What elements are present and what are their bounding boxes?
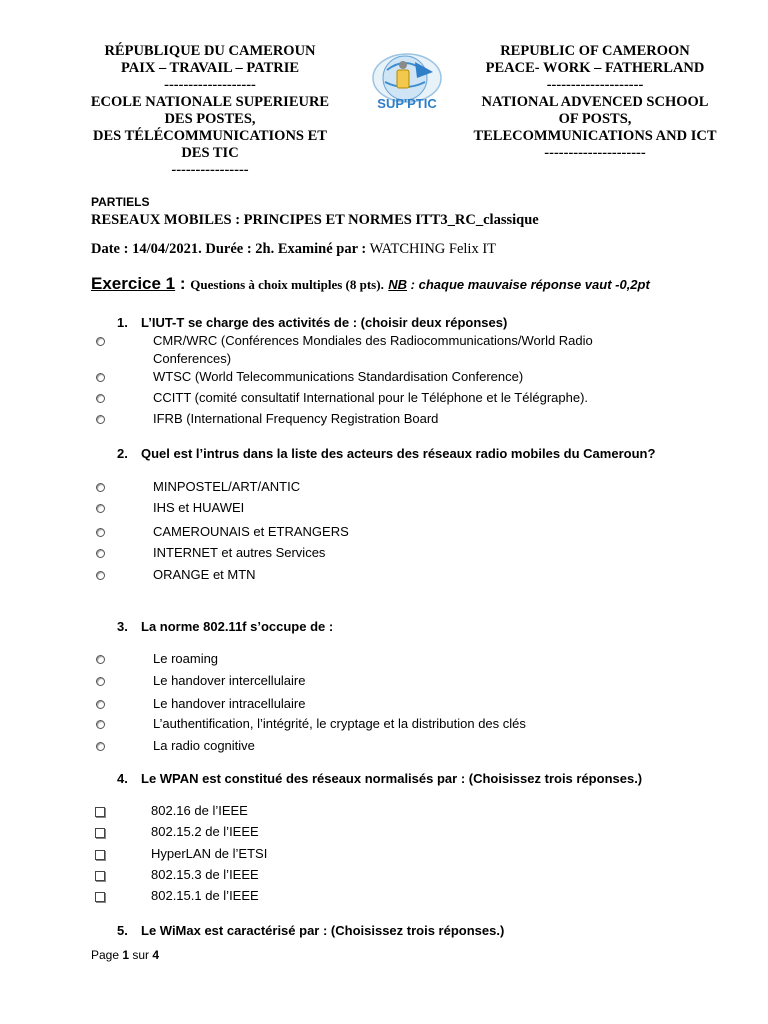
question-text: La norme 802.11f s’occupe de : [141,619,334,634]
page-footer [91,948,159,962]
checkbox-option[interactable] [95,892,105,902]
header-right [444,43,746,162]
question-text: Le WPAN est constitué des réseaux normalisés par : (Choisissez trois réponses.) [141,771,643,786]
option-label: 802.15.3 de l’IEEE [151,867,259,882]
radio-option[interactable] [96,571,105,580]
radio-option[interactable] [96,394,105,403]
header-line: -------------------- [546,77,644,93]
header-line: RÉPUBLIQUE DU CAMEROUN [104,43,316,59]
date-line [91,240,496,258]
page-word: Page [91,948,123,962]
question-text: L’IUT-T se charge des activités de : (choisir deux réponses) [141,315,508,330]
question-2 [117,446,655,461]
radio-option[interactable] [96,483,105,492]
option-label: Le handover intercellulaire [153,673,306,688]
header-line: REPUBLIC OF CAMEROON [500,43,690,59]
course-title: RESEAUX MOBILES : PRINCIPES ET NORMES ITT3_RC_classique [91,212,539,228]
header-line: ---------------- [171,162,249,178]
option-label: CCITT (comité consultatif International pour le Téléphone et le Télégraphe). [153,390,589,405]
header-line: PEACE- WORK – FATHERLAND [485,60,705,76]
option-label: CMR/WRC (Conférences Mondiales des Radiocommunications/World Radio [153,333,593,348]
radio-option[interactable] [96,415,105,424]
option-label: ORANGE et MTN [153,567,256,582]
header-line: PAIX – TRAVAIL – PATRIE [120,60,300,76]
question-number: 5. [117,923,128,938]
header-line: --------------------- [544,145,646,161]
radio-option[interactable] [96,549,105,558]
option-label: Le roaming [153,651,219,666]
exercise-subtitle: Questions à choix multiples (8 pts). [190,277,384,292]
question-5 [117,923,504,938]
question-text: Le WiMax est caractérisé par : (Choisissez trois réponses.) [141,923,505,938]
examiner-name: WATCHING Felix IT [366,241,497,257]
checkbox-option[interactable] [95,807,105,817]
page-total: 4 [152,948,160,962]
exam-kind: PARTIELS [91,195,150,209]
option-label: IFRB (International Frequency Registration Board [153,411,439,426]
header-line: DES TÉLÉCOMMUNICATIONS ET [93,128,327,144]
radio-option[interactable] [96,373,105,382]
option-label: MINPOSTEL/ART/ANTIC [153,479,301,494]
question-number: 2. [117,446,128,461]
checkbox-option[interactable] [95,871,105,881]
header-line: OF POSTS, [558,111,632,127]
radio-option[interactable] [96,337,105,346]
question-number: 1. [117,315,128,330]
header-line: DES POSTES, [164,111,256,127]
option-label: HyperLAN de l’ETSI [151,846,268,861]
checkbox-option[interactable] [95,828,105,838]
nb-text: : chaque mauvaise réponse vaut -0,2pt [407,277,650,292]
option-label: Le handover intracellulaire [153,696,306,711]
question-number: 3. [117,619,128,634]
checkbox-option[interactable] [95,850,105,860]
option-label: CAMEROUNAIS et ETRANGERS [153,524,349,539]
radio-option[interactable] [96,700,105,709]
option-label: 802.15.1 de l’IEEE [151,888,259,903]
radio-option[interactable] [96,742,105,751]
radio-option[interactable] [96,720,105,729]
header-left [60,43,360,179]
page-number: 1 [122,948,130,962]
option-label: INTERNET et autres Services [153,545,326,560]
header-line: DES TIC [181,145,239,161]
question-4 [117,771,642,786]
exercise-heading [91,274,650,294]
radio-option[interactable] [96,528,105,537]
header-line: NATIONAL ADVENCED SCHOOL [481,94,709,110]
header-line: ------------------- [164,77,256,93]
nb-label: NB [388,277,408,292]
question-text: Quel est l’intrus dans la liste des acteurs des réseaux radio mobiles du Cameroun? [141,446,656,461]
option-label: 802.16 de l’IEEE [151,803,248,818]
question-1 [117,315,507,330]
radio-option[interactable] [96,677,105,686]
option-label: 802.15.2 de l’IEEE [151,824,259,839]
option-label: IHS et HUAWEI [153,500,245,515]
radio-option[interactable] [96,504,105,513]
option-label: L’authentification, l’intégrité, le cryptage et la distribution des clés [153,716,526,731]
logo-text: SUP'PTIC [377,96,437,111]
header-line: ECOLE NATIONALE SUPERIEURE [90,94,330,110]
exercise-colon: : [175,274,191,293]
option-label: WTSC (World Telecommunications Standardisation Conference) [153,369,524,384]
exercise-title: Exercice 1 [91,274,176,293]
question-number: 4. [117,771,128,786]
question-3 [117,619,333,634]
header-line: TELECOMMUNICATIONS AND ICT [473,128,717,144]
page-sur: sur [129,948,153,962]
option-label: La radio cognitive [153,738,255,753]
option-label: Conferences) [153,351,232,366]
radio-option[interactable] [96,655,105,664]
date-text: Date : 14/04/2021. Durée : 2h. Examiné par : [91,241,367,257]
